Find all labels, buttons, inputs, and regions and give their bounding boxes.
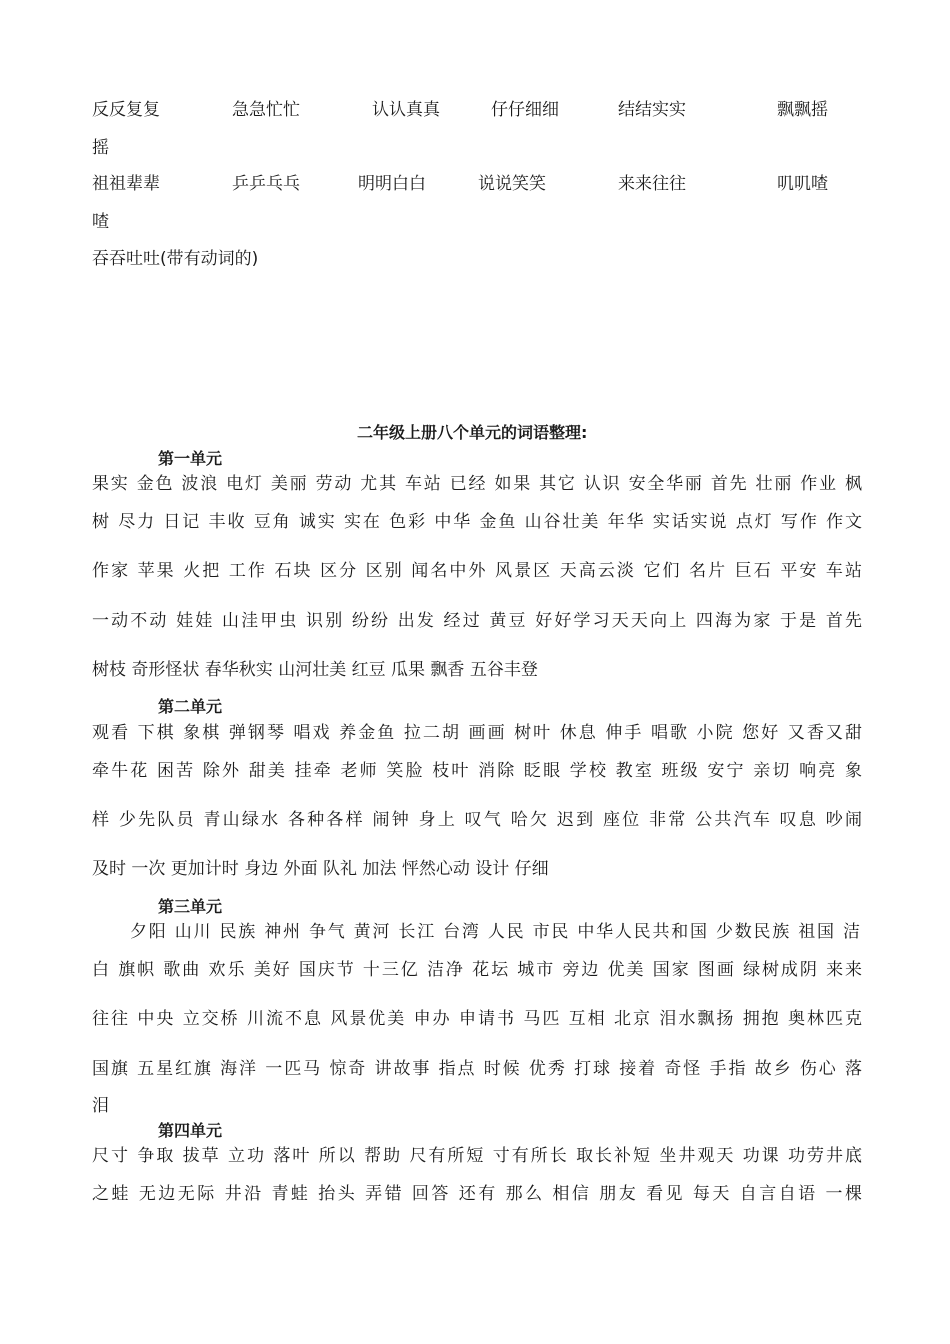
word-item: 反反复复: [92, 100, 160, 120]
vocab-line: 夕阳 山川 民族 神州 争气 黄河 长江 台湾 人民 市民 中华人民共和国 少数民族 祖国 洁: [130, 922, 860, 942]
word-item: 认认真真: [372, 100, 440, 120]
unit-heading: 第一单元: [158, 449, 223, 468]
unit-heading: 第三单元: [158, 897, 223, 916]
word-item-wrap: 摇: [92, 138, 109, 158]
vocab-line: 往往 中央 立交桥 川流不息 风景优美 申办 申请书 马匹 互相 北京 泪水飘扬 拥抱 奥林匹克: [92, 1009, 862, 1029]
word-item: 明明白白: [358, 174, 426, 194]
word-item: 结结实实: [618, 100, 686, 120]
vocab-line: 白 旗帜 歌曲 欢乐 美好 国庆节 十三亿 洁净 花坛 城市 旁边 优美 国家 图画 绿树成阴 来来: [92, 960, 862, 980]
vocab-line: 一动不动 娃娃 山洼甲虫 识别 纷纷 出发 经过 黄豆 好好学习天天向上 四海为家 于是 首先: [92, 611, 862, 631]
vocab-line: 牵牛花 困苦 除外 甜美 挂牵 老师 笑脸 枝叶 消除 眨眼 学校 教室 班级 安宁 亲切 响亮 象: [92, 761, 862, 781]
word-item: 祖祖辈辈: [92, 174, 160, 194]
word-item: 急急忙忙: [232, 100, 300, 120]
word-item: 飘飘摇: [777, 100, 828, 120]
vocab-line: 树 尽力 日记 丰收 豆角 诚实 实在 色彩 中华 金鱼 山谷壮美 年华 实话实说 点灯 写作 作文: [92, 512, 862, 532]
word-item: 吞吞吐吐(带有动词的): [92, 249, 259, 269]
word-item-wrap: 喳: [92, 212, 109, 232]
vocab-line: 之蛙 无边无际 井沿 青蛙 抬头 弄错 回答 还有 那么 相信 朋友 看见 每天 自言自语 一棵: [92, 1184, 862, 1204]
vocab-line: 及时 一次 更加计时 身边 外面 队礼 加法 怦然心动 设计 仔细: [92, 859, 549, 879]
word-item: 叽叽喳: [777, 174, 828, 194]
word-item: 乒乒乓乓: [232, 174, 300, 194]
document-title: 二年级上册八个单元的词语整理:: [357, 423, 588, 442]
word-item: 来来往往: [618, 174, 686, 194]
vocab-line: 观看 下棋 象棋 弹钢琴 唱戏 养金鱼 拉二胡 画画 树叶 休息 伸手 唱歌 小院 您好 又香又甜: [92, 723, 862, 743]
vocab-line: 泪: [92, 1096, 109, 1116]
unit-heading: 第四单元: [158, 1121, 223, 1140]
vocab-line: 作家 苹果 火把 工作 石块 区分 区别 闻名中外 风景区 天高云淡 它们 名片 巨石 平安 车站: [92, 561, 862, 581]
word-item: 仔仔细细: [491, 100, 559, 120]
vocab-line: 果实 金色 波浪 电灯 美丽 劳动 尤其 车站 已经 如果 其它 认识 安全华丽 首先 壮丽 作业 枫: [92, 474, 862, 494]
unit-heading: 第二单元: [158, 697, 223, 716]
word-item: 说说笑笑: [478, 174, 546, 194]
vocab-line: 国旗 五星红旗 海洋 一匹马 惊奇 讲故事 指点 时候 优秀 打球 接着 奇怪 手指 故乡 伤心 落: [92, 1059, 862, 1079]
vocab-line: 树枝 奇形怪状 春华秋实 山河壮美 红豆 瓜果 飘香 五谷丰登: [92, 660, 538, 680]
vocab-line: 尺寸 争取 拔草 立功 落叶 所以 帮助 尺有所短 寸有所长 取长补短 坐井观天 功课 功劳井底: [92, 1146, 862, 1166]
vocab-line: 样 少先队员 青山绿水 各种各样 闹钟 身上 叹气 哈欠 迟到 座位 非常 公共汽车 叹息 吵闹: [92, 810, 862, 830]
